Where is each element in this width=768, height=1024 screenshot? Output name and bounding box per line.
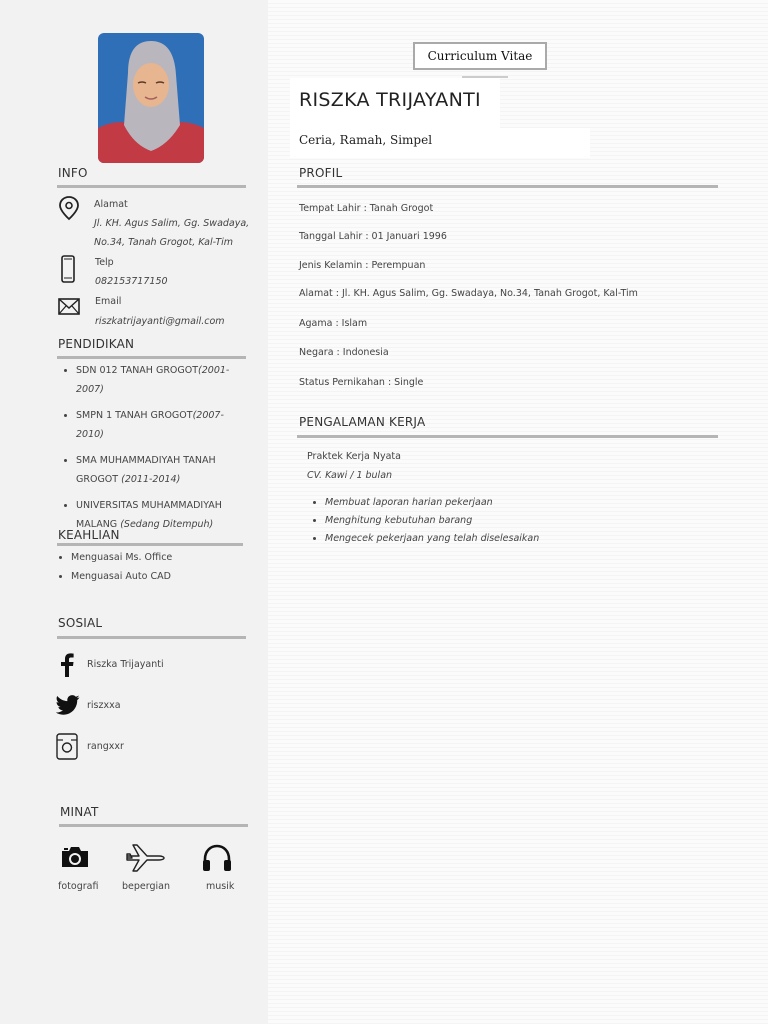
email-value: riszkatrijayanti@gmail.com xyxy=(95,316,225,327)
info-title: INFO xyxy=(58,166,88,180)
profile-gender: Jenis Kelamin : Perempuan xyxy=(299,260,426,271)
tagline: Ceria, Ramah, Simpel xyxy=(299,133,433,147)
skills-title: KEAHLIAN xyxy=(58,528,120,542)
experience-company: CV. Kawi / 1 bulan xyxy=(307,470,393,481)
profile-country: Negara : Indonesia xyxy=(299,347,389,358)
education-item-name-cont: GROGOT xyxy=(76,474,122,485)
twitter-icon[interactable] xyxy=(56,695,80,715)
profile-rule xyxy=(297,185,718,188)
interest-music-label: musik xyxy=(206,881,235,892)
experience-job-title: Praktek Kerja Nyata xyxy=(307,451,401,462)
education-item-years-cont: 2010) xyxy=(76,429,104,440)
education-item-name: SDN 012 TANAH GROGOT xyxy=(76,365,199,376)
phone-value: 082153717150 xyxy=(95,276,168,287)
education-rule xyxy=(57,356,246,359)
info-rule xyxy=(57,185,246,188)
interests-rule xyxy=(59,824,248,827)
sidebar xyxy=(0,0,268,1024)
cv-heading-box: Curriculum Vitae xyxy=(413,42,547,70)
profile-address: Alamat : Jl. KH. Agus Salim, Gg. Swadaya, No.34, Tanah Grogot, Kal-Tim xyxy=(299,288,638,299)
portrait-illustration xyxy=(98,33,204,163)
interests-title: MINAT xyxy=(60,805,99,819)
experience-task: • Menghitung kebutuhan barang xyxy=(325,512,685,530)
skill-item: • Menguasai Auto CAD xyxy=(71,567,261,586)
skills-rule xyxy=(57,543,243,546)
profile-birthdate: Tanggal Lahir : 01 Januari 1996 xyxy=(299,231,447,242)
education-item-years: (2001- xyxy=(198,365,230,376)
airplane-icon xyxy=(125,843,165,873)
address-line-2: No.34, Tanah Grogot, Kal-Tim xyxy=(94,237,234,248)
education-title: PENDIDIKAN xyxy=(58,337,135,351)
facebook-icon[interactable] xyxy=(60,652,74,677)
instagram-icon[interactable] xyxy=(56,733,78,760)
camera-icon xyxy=(60,845,90,869)
profile-marital-status: Status Pernikahan : Single xyxy=(299,377,424,388)
facebook-name[interactable]: Riszka Trijayanti xyxy=(87,659,164,670)
headphones-icon xyxy=(201,843,233,873)
education-item-years-cont: (Sedang Ditempuh) xyxy=(120,519,214,530)
address-label: Alamat xyxy=(94,199,128,210)
profile-photo xyxy=(98,33,204,163)
interest-photography-label: fotografi xyxy=(58,881,99,892)
mobile-phone-icon xyxy=(61,255,75,283)
education-item-name: UNIVERSITAS MUHAMMADIYAH xyxy=(76,500,222,511)
education-item-name-cont: MALANG xyxy=(76,519,121,530)
email-label: Email xyxy=(95,296,122,307)
social-rule xyxy=(57,636,246,639)
address-line-1: Jl. KH. Agus Salim, Gg. Swadaya, xyxy=(94,218,250,229)
experience-title: PENGALAMAN KERJA xyxy=(299,415,426,429)
education-item xyxy=(76,451,246,489)
education-item xyxy=(76,406,246,444)
experience-rule xyxy=(297,435,718,438)
interest-travel-label: bepergian xyxy=(122,881,171,892)
profile-birthplace: Tempat Lahir : Tanah Grogot xyxy=(299,203,434,214)
experience-task-list xyxy=(307,494,685,548)
location-pin-icon xyxy=(58,195,80,221)
profile-religion: Agama : Islam xyxy=(299,318,368,329)
profile-title: PROFIL xyxy=(299,166,343,180)
social-title: SOSIAL xyxy=(58,616,103,630)
experience-task: • Mengecek pekerjaan yang telah diselesaikan xyxy=(325,530,685,548)
full-name: RISZKA TRIJAYANTI xyxy=(299,89,481,111)
envelope-icon xyxy=(58,298,80,315)
skills-list xyxy=(53,548,261,586)
instagram-handle[interactable]: rangxxr xyxy=(87,741,124,752)
phone-label: Telp xyxy=(95,257,114,268)
education-item xyxy=(76,361,246,399)
education-list xyxy=(58,361,246,541)
twitter-handle[interactable]: riszxxa xyxy=(87,700,121,711)
experience-task: • Membuat laporan harian pekerjaan xyxy=(325,494,685,512)
education-item-years-cont: (2011-2014) xyxy=(121,474,181,485)
skill-item: • Menguasai Ms. Office xyxy=(71,548,261,567)
education-item-name: SMPN 1 TANAH GROGOT xyxy=(76,410,193,421)
education-item-years: (2007- xyxy=(192,410,224,421)
education-item-name: SMA MUHAMMADIYAH TANAH xyxy=(76,455,216,466)
education-item-years-cont: 2007) xyxy=(76,384,104,395)
